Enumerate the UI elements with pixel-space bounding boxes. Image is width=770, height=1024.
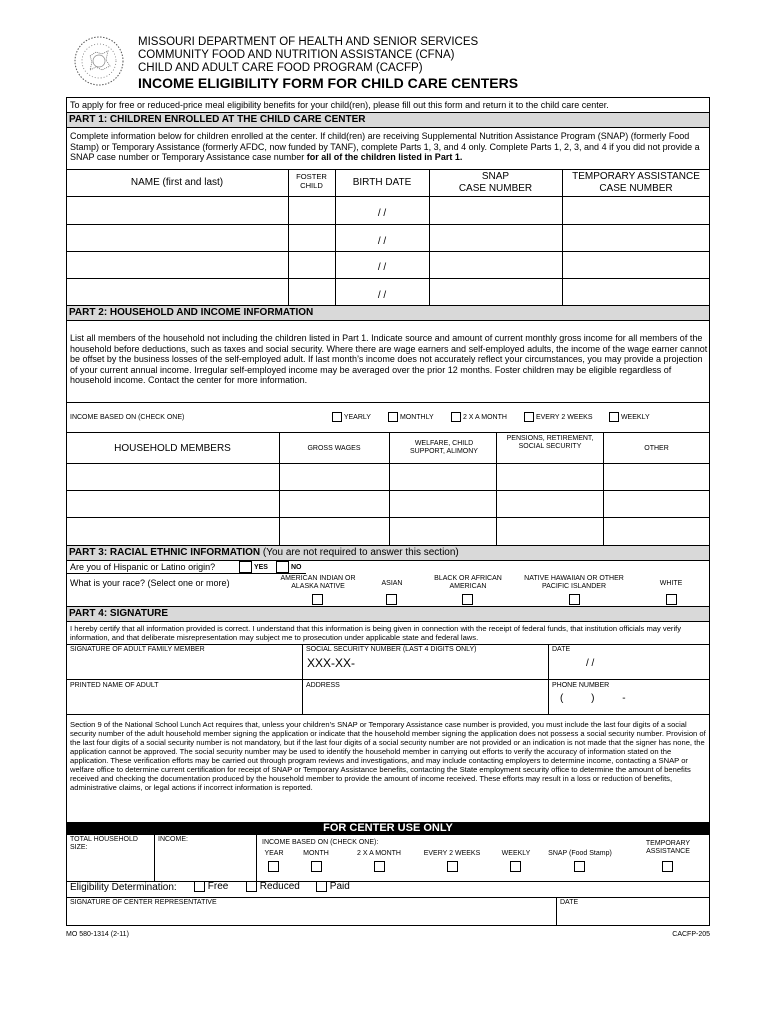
household-table (66, 432, 710, 545)
freq-yearly[interactable]: YEARLY (332, 412, 371, 422)
eligibility-paid[interactable]: Paid (316, 881, 350, 893)
race-black-label: BLACK OR AFRICAN AMERICAN (434, 575, 502, 591)
phone-label: PHONE NUMBER (552, 682, 610, 689)
ssn-label: SOCIAL SECURITY NUMBER (LAST 4 DIGITS ONLY) (306, 646, 477, 653)
children-table (66, 169, 710, 305)
part1-instructions: Complete information below for children enrolled at the center. If child(ren) are receiving Supplemental Nutrition Assistance Program (SNAP) (formerly Food Stamp) or Temporary Assistance (formerly AFDC, now funded by TANF), complete Parts 1, 3, and 4 only. Complete Parts 1, 2, 3, and 4 if you did not provide a SNAP case number or Temporary Assistance case number for all of the children listed in Part 1. (70, 131, 700, 162)
center-opt-every-2-weeks: EVERY 2 WEEKS (423, 850, 481, 857)
birth-date-row-1[interactable]: / / (377, 208, 387, 219)
intro-text: To apply for free or reduced-price meal eligibility benefits for your child(ren), please fill out this form and return it to the child care center. (70, 100, 609, 110)
eligibility-reduced[interactable]: Reduced (246, 881, 300, 893)
center-month-checkbox[interactable] (311, 861, 322, 872)
freq-every-2-weeks[interactable]: EVERY 2 WEEKS (524, 412, 593, 422)
freq-weekly[interactable]: WEEKLY (609, 412, 650, 422)
eligibility-label: Eligibility Determination: (70, 882, 177, 893)
eligibility-free[interactable]: Free (194, 881, 228, 893)
col-snap: SNAP CASE NUMBER (458, 171, 533, 194)
race-asian-label: ASIAN (381, 580, 403, 587)
agency-line-1: MISSOURI DEPARTMENT OF HEALTH AND SENIOR SERVICES (138, 36, 479, 48)
race-american-indian-checkbox[interactable] (312, 594, 323, 605)
ssn-value[interactable]: XXX-XX- (307, 656, 356, 670)
birth-date-row-4[interactable]: / / (377, 290, 387, 301)
center-date-label: DATE (560, 899, 579, 906)
center-snap-checkbox[interactable] (574, 861, 585, 872)
footer-form-number: MO 580-1314 (2-11) (66, 931, 129, 938)
printed-name-label: PRINTED NAME OF ADULT (70, 682, 159, 689)
center-income-based-on: INCOME BASED ON (CHECK ONE): (262, 839, 379, 846)
col-temp-assist: TEMPORARY ASSISTANCE CASE NUMBER (572, 171, 700, 194)
center-opt-weekly: WEEKLY (501, 850, 531, 857)
center-2x-month-checkbox[interactable] (374, 861, 385, 872)
center-use-heading: FOR CENTER USE ONLY (66, 822, 710, 835)
freq-2x-month[interactable]: 2 X A MONTH (451, 412, 507, 422)
col-gross-wages: GROSS WAGES (307, 445, 361, 452)
race-pacific-label: NATIVE HAWAIIAN OR OTHER PACIFIC ISLANDER (524, 575, 624, 591)
col-household-members: HOUSEHOLD MEMBERS (114, 443, 231, 454)
section9-text: Section 9 of the National School Lunch Act requires that, unless your children’s SNAP or Temporary Assistance case number is provided, you must include the last four digits of a social security number of the adult household member signing the application or indicate that the household member signing the application does not possess a social security number. Provision of the last four digits of a social security number is not mandatory, but if the last four digits of a social security number are not provided or an indication is not made that the signer has none, the application cannot be approved. The social security number may be used to identify the household member in carrying out efforts to verify the accuracy of information stated on the application. These verification efforts may be carried out through program reviews and investigations, and may include contacting employers to determine income, contacting a SNAP or welfare office to determine current certification for receipt of SNAP or Temporary Assistance benefits, contacting the State employment security office to determine the amount of benefits received and checking the documentation produced by the household member to provide the amount of income received. These efforts may result in a loss or reduction of benefits, administrative claims, or legal actions if incorrect information is reported. (70, 720, 706, 792)
part2-instructions: List all members of the household not including the children listed in Part 1. Indicate source and amount of current monthly gross income for all members of the household before deductions, such as taxes and social security. Where there are wage earners and self-employed adults, the income of the wage earner cannot be offset by the business losses of the self-employed adult. If last month’s income does not accurately reflect your circumstances, you may provide a projection of your current annual income. Irregular self-employed income may be averaged over the prior 12 months. Foster children may be eligible regardless of household income. Contact the center for more information. (70, 333, 708, 385)
race-white-checkbox[interactable] (666, 594, 677, 605)
birth-date-row-3[interactable]: / / (377, 262, 387, 273)
race-white-label: WHITE (659, 580, 683, 587)
race-pacific-checkbox[interactable] (569, 594, 580, 605)
center-year-checkbox[interactable] (268, 861, 279, 872)
footer-cacfp: CACFP-205 (672, 931, 710, 938)
part4-heading: PART 4: SIGNATURE (66, 607, 710, 621)
income-based-on-label: INCOME BASED ON (CHECK ONE) (70, 414, 185, 421)
race-asian-checkbox[interactable] (386, 594, 397, 605)
col-foster: FOSTER CHILD (296, 172, 327, 190)
center-opt-2x-month: 2 X A MONTH (357, 850, 401, 857)
certify-text: I hereby certify that all information provided is correct. I understand that this information is being given in connection with the receipt of federal funds, that institution officials may verify information, and that deliberate misrepresentation may subject me to prosecution under applicable state and federal laws. (70, 624, 682, 642)
part1-heading: PART 1: CHILDREN ENROLLED AT THE CHILD CARE CENTER (66, 113, 710, 127)
income-label: INCOME: (158, 836, 188, 843)
col-other: OTHER (644, 445, 669, 452)
rep-signature-label: SIGNATURE OF CENTER REPRESENTATIVE (70, 899, 217, 906)
part2-heading: PART 2: HOUSEHOLD AND INCOME INFORMATION (66, 306, 710, 320)
date-value[interactable]: / / (586, 658, 595, 669)
center-opt-snap: SNAP (Food Stamp) (548, 850, 612, 857)
center-temp-assist-checkbox[interactable] (662, 861, 673, 872)
race-black-checkbox[interactable] (462, 594, 473, 605)
phone-value[interactable]: ( ) - (560, 693, 626, 704)
part3-heading: PART 3: RACIAL ETHNIC INFORMATION (You are not required to answer this section) (66, 546, 710, 560)
date-label: DATE (552, 646, 571, 653)
center-opt-year: YEAR (264, 850, 284, 857)
race-question: What is your race? (Select one or more) (70, 578, 230, 588)
hispanic-yes[interactable]: YES (239, 561, 268, 573)
center-weekly-checkbox[interactable] (510, 861, 521, 872)
birth-date-row-2[interactable]: / / (377, 236, 387, 247)
col-name: NAME (first and last) (130, 177, 224, 188)
center-every-2-weeks-checkbox[interactable] (447, 861, 458, 872)
col-birth-date: BIRTH DATE (352, 177, 412, 188)
agency-line-3: CHILD AND ADULT CARE FOOD PROGRAM (CACFP) (138, 62, 423, 74)
center-opt-temp-assist: TEMPORARY ASSISTANCE (645, 840, 691, 856)
freq-monthly[interactable]: MONTHLY (388, 412, 434, 422)
hispanic-question: Are you of Hispanic or Latino origin? (70, 562, 216, 572)
total-household-label: TOTAL HOUSEHOLD SIZE: (70, 836, 138, 852)
center-opt-month: MONTH (303, 850, 329, 857)
col-pensions: PENSIONS, RETIREMENT, SOCIAL SECURITY (506, 435, 594, 451)
hispanic-no[interactable]: NO (276, 561, 301, 573)
form-title: INCOME ELIGIBILITY FORM FOR CHILD CARE CENTERS (138, 75, 519, 91)
address-label: ADDRESS (306, 682, 340, 689)
col-welfare: WELFARE, CHILD SUPPORT, ALIMONY (410, 440, 478, 456)
agency-line-2: COMMUNITY FOOD AND NUTRITION ASSISTANCE (CFNA) (138, 49, 455, 61)
race-american-indian-label: AMERICAN INDIAN OR ALASKA NATIVE (280, 575, 356, 591)
signature-label: SIGNATURE OF ADULT FAMILY MEMBER (70, 646, 205, 653)
state-seal-logo (72, 34, 126, 88)
